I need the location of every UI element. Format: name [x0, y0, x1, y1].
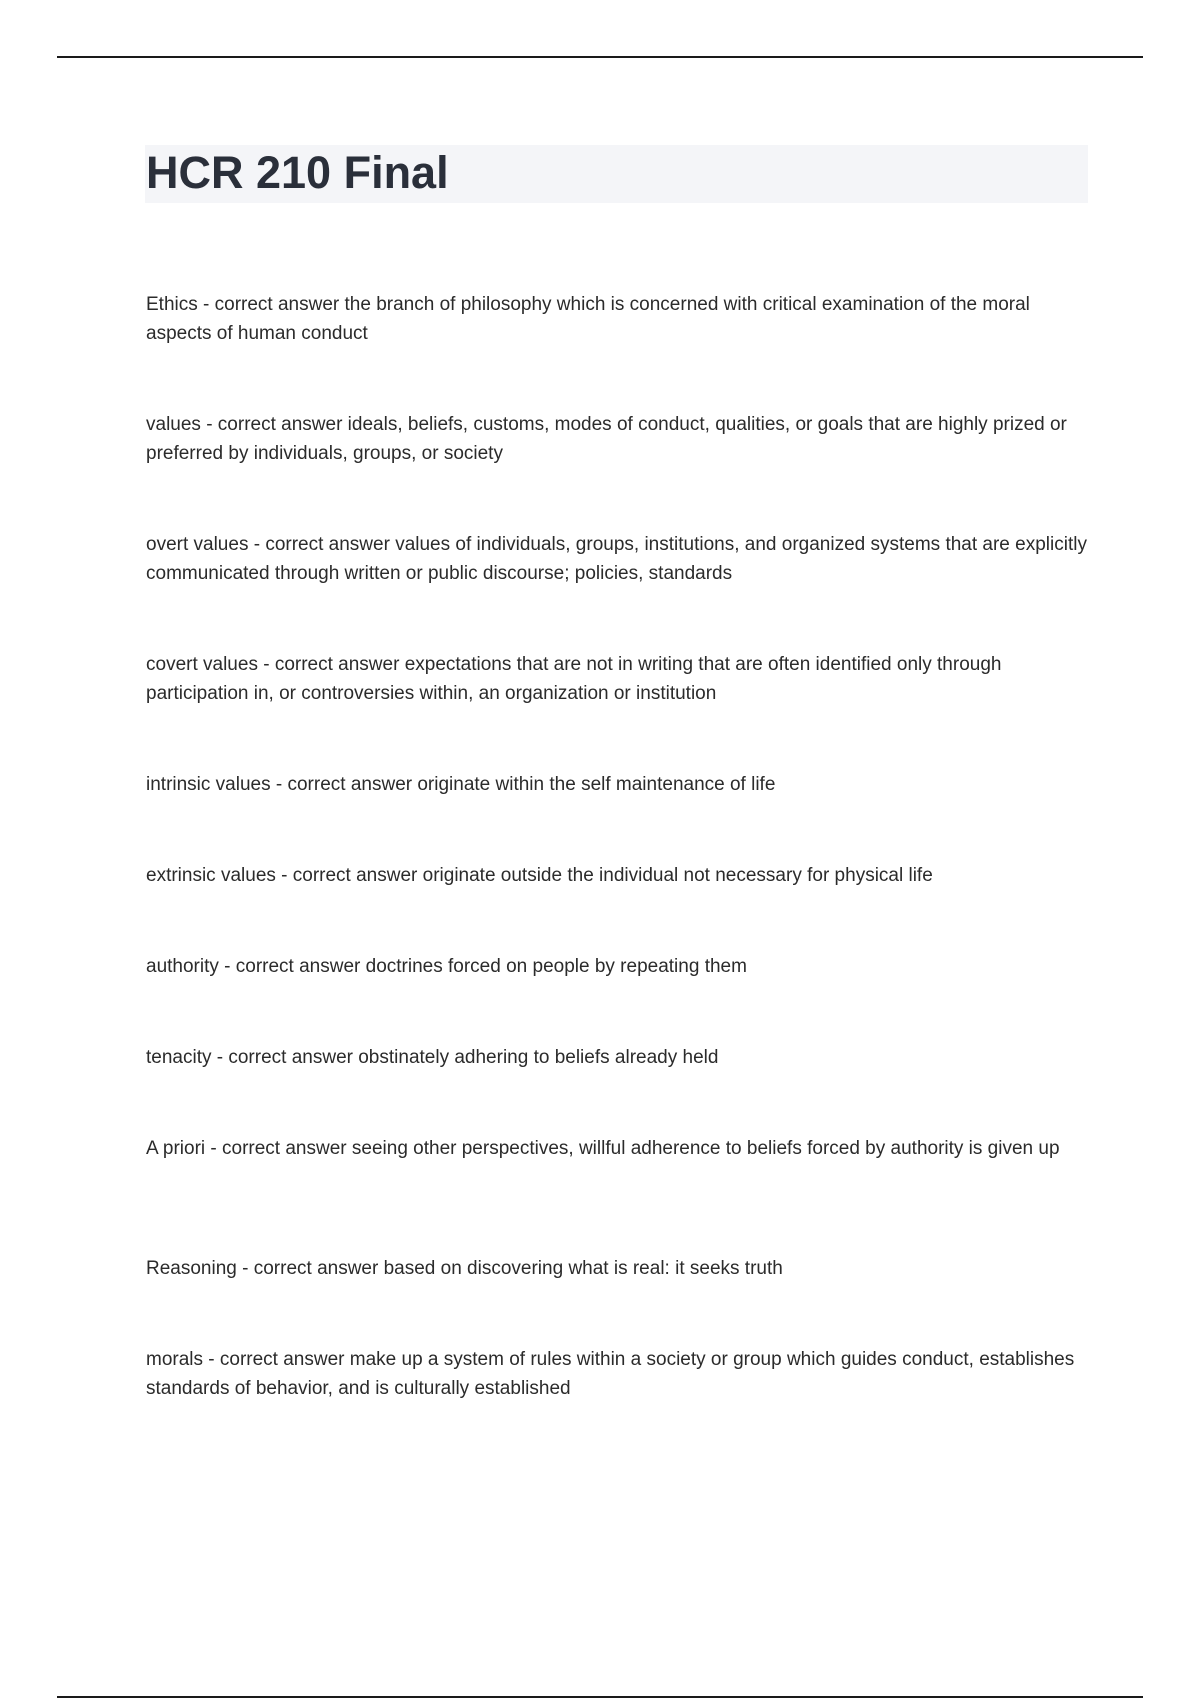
flashcard-entry-morals: morals - correct answer make up a system of rules within a society or group which guides conduct, establishes standards of behavior, and is culturally established	[146, 1349, 1075, 1399]
flashcard-entry-values: values - correct answer ideals, beliefs, customs, modes of conduct, qualities, or goals that are highly prized or preferred by individuals, groups, or society	[146, 414, 1067, 464]
top-rule	[57, 56, 1143, 58]
page-title: HCR 210 Final	[146, 147, 449, 198]
flashcard-entry-ethics: Ethics - correct answer the branch of philosophy which is concerned with critical examination of the moral aspects of human conduct	[146, 294, 1030, 344]
flashcard-entry-overt-values: overt values - correct answer values of individuals, groups, institutions, and organized systems that are explicitly communicated through written or public discourse; policies, standards	[146, 534, 1087, 584]
flashcard-entry-extrinsic-values: extrinsic values - correct answer originate outside the individual not necessary for physical life	[146, 865, 933, 886]
flashcard-entry-intrinsic-values: intrinsic values - correct answer originate within the self maintenance of life	[146, 774, 776, 795]
flashcard-list	[146, 290, 1096, 1465]
flashcard-entry-authority: authority - correct answer doctrines forced on people by repeating them	[146, 956, 747, 977]
flashcard-entry-a-priori: A priori - correct answer seeing other perspectives, willful adherence to beliefs forced by authority is given up	[146, 1138, 1060, 1159]
flashcard-entry-reasoning: Reasoning - correct answer based on discovering what is real: it seeks truth	[146, 1258, 783, 1279]
bottom-rule	[57, 1696, 1143, 1698]
flashcard-entry-covert-values: covert values - correct answer expectations that are not in writing that are often identified only through participation in, or controversies within, an organization or institution	[146, 654, 1002, 704]
flashcard-entry-tenacity: tenacity - correct answer obstinately adhering to beliefs already held	[146, 1047, 719, 1068]
